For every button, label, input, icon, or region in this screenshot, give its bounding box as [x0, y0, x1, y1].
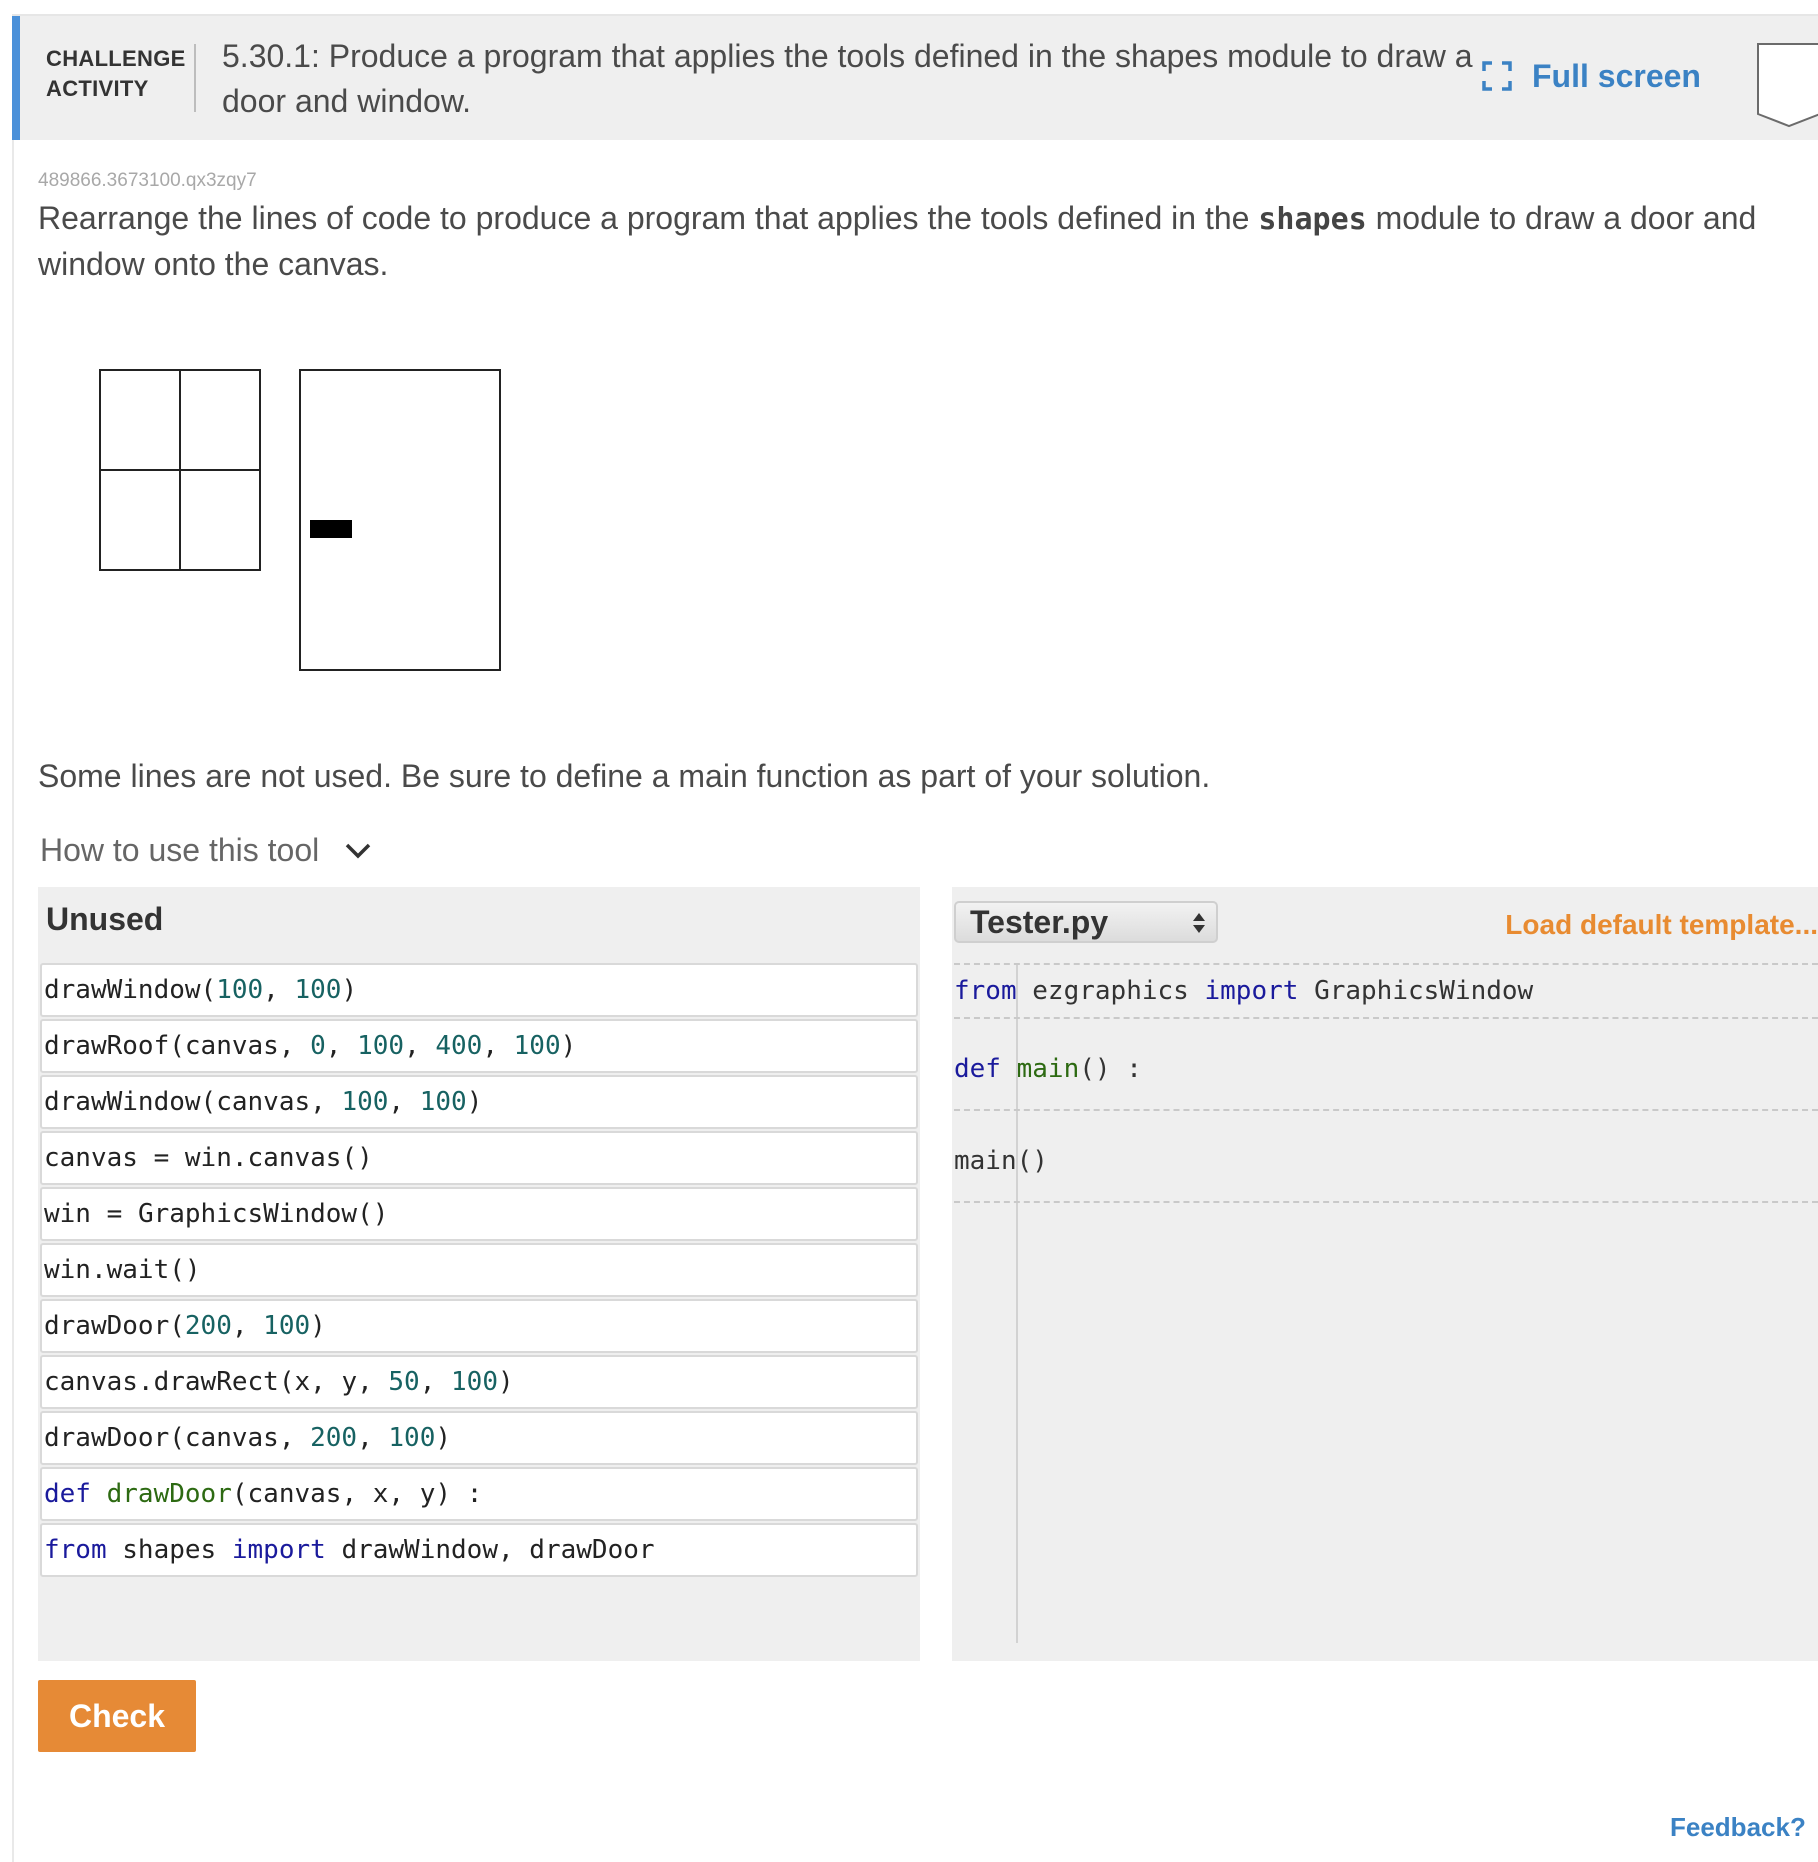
- code-block[interactable]: win = GraphicsWindow (): [40, 1187, 918, 1241]
- how-to-use-toggle[interactable]: [40, 832, 371, 869]
- editor-line[interactable]: from ezgraphics import GraphicsWindow: [954, 963, 1818, 1019]
- fullscreen-button[interactable]: [1482, 54, 1701, 98]
- editor-line[interactable]: main (): [954, 1111, 1818, 1203]
- code-block[interactable]: drawWindow ( 100 , 100 ): [40, 963, 918, 1017]
- instructions: [38, 196, 1758, 286]
- code-block[interactable]: canvas . drawRect ( x , y , 50 , 100 ): [40, 1355, 918, 1409]
- code-block[interactable]: drawWindow ( canvas , 100 , 100 ): [40, 1075, 918, 1129]
- window-drawing: [100, 370, 260, 570]
- code-block[interactable]: drawDoor ( 200 , 100 ): [40, 1299, 918, 1353]
- code-block[interactable]: canvas = win . canvas (): [40, 1131, 918, 1185]
- fullscreen-icon: [1482, 61, 1512, 91]
- header-divider: [194, 44, 196, 112]
- code-editor-panel: [952, 887, 1818, 1661]
- activity-kind-label: [46, 44, 196, 104]
- editor-line[interactable]: def main () :: [954, 1019, 1818, 1111]
- instructions-module-name: shapes: [1258, 202, 1367, 237]
- code-block[interactable]: win . wait (): [40, 1243, 918, 1297]
- unused-title: Unused: [46, 901, 164, 937]
- unused-blocks-panel: [38, 887, 920, 1661]
- file-select-value: Tester.py: [970, 903, 1109, 940]
- activity-id: 489866.3673100.qx3zqy7: [38, 170, 257, 191]
- instructions-part2: module to draw a door and window onto the canvas.: [38, 200, 1757, 282]
- load-default-template-link[interactable]: Load default template...: [1505, 909, 1818, 940]
- code-block[interactable]: drawDoor ( canvas , 200 , 100 ): [40, 1411, 918, 1465]
- door-window-illustration: [90, 360, 530, 680]
- unused-block-list: [40, 963, 918, 1579]
- instructions-part1: Rearrange the lines of code to produce a program that applies the tools defined in the: [38, 200, 1259, 236]
- select-arrows-icon: [1192, 911, 1206, 935]
- file-select[interactable]: [954, 901, 1218, 943]
- feedback-link[interactable]: Feedback?: [1670, 1812, 1806, 1842]
- bookmark-icon[interactable]: [1756, 42, 1818, 128]
- activity-title: 5.30.1: Produce a program that applies the tools defined in the shapes module to draw a door and window.: [222, 38, 1473, 119]
- check-button[interactable]: Check: [38, 1680, 196, 1752]
- code-block[interactable]: drawRoof ( canvas , 0 , 100 , 400 , 100 ): [40, 1019, 918, 1073]
- activity-header: [12, 14, 1818, 140]
- left-rule: [12, 130, 14, 1862]
- code-block[interactable]: def drawDoor ( canvas , x , y ) :: [40, 1467, 918, 1521]
- chevron-down-icon: [345, 843, 371, 859]
- usage-note: Some lines are not used. Be sure to define a main function as part of your solution.: [38, 758, 1211, 794]
- how-to-use-label: How to use this tool: [40, 832, 320, 868]
- fullscreen-label: Full screen: [1532, 57, 1701, 94]
- activity-kind-line2: ACTIVITY: [46, 76, 149, 101]
- code-block[interactable]: from shapes import drawWindow , drawDoor: [40, 1523, 918, 1577]
- code-drop-area[interactable]: [952, 963, 1818, 1647]
- activity-kind-line1: CHALLENGE: [46, 46, 186, 71]
- header-accent-bar: [12, 16, 20, 140]
- door-drawing: [300, 370, 500, 670]
